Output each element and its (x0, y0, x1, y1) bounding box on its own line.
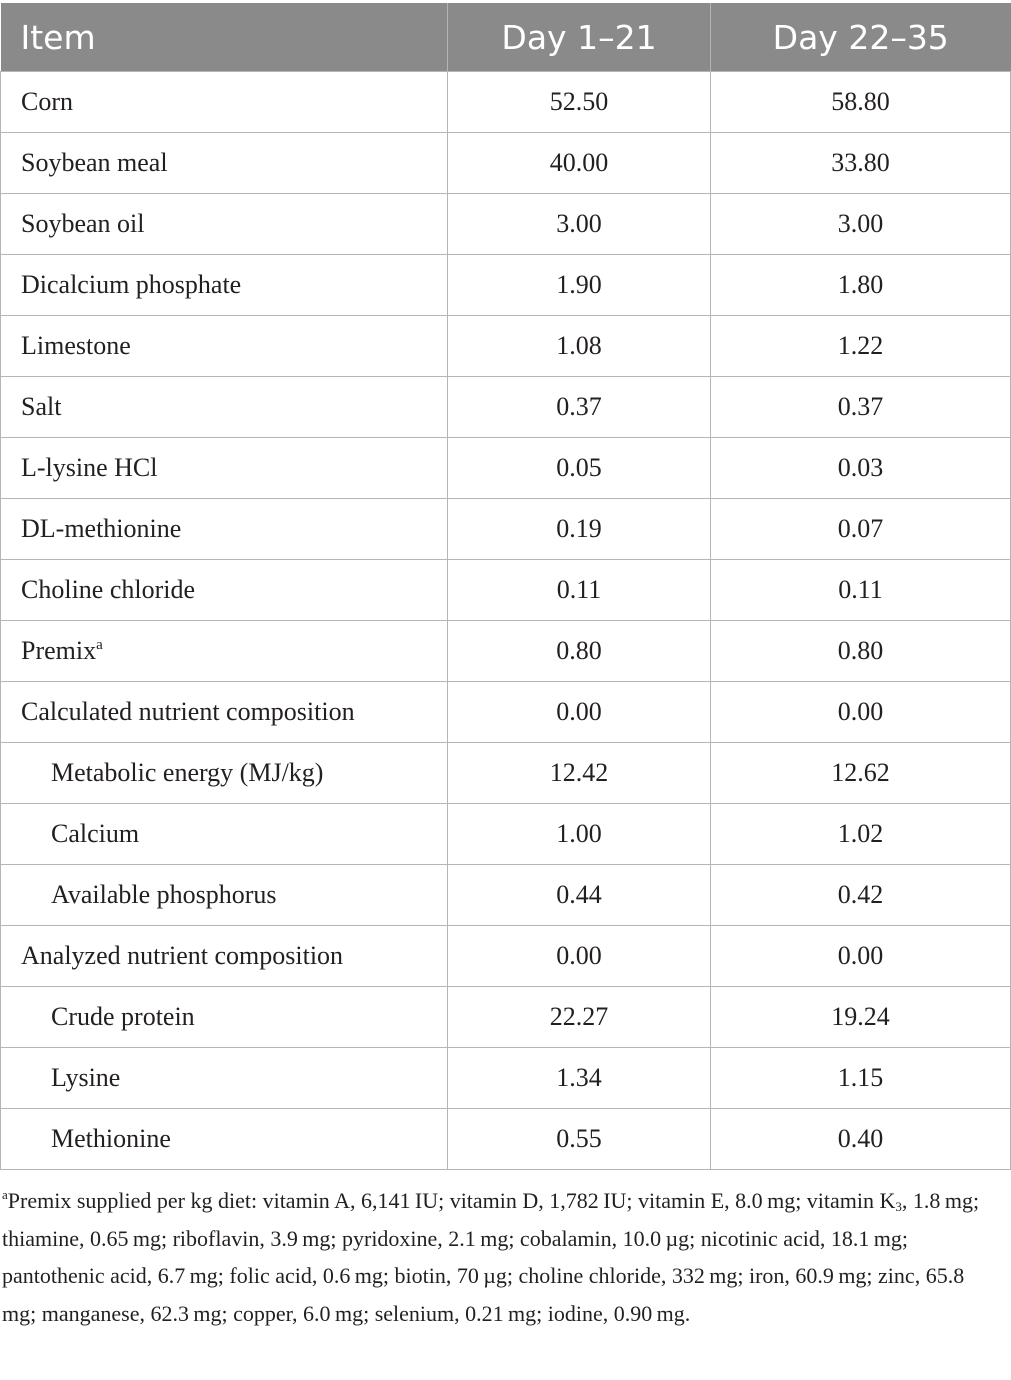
item-cell (1, 1109, 448, 1170)
value-day-22-35: 0.03 (711, 438, 1011, 499)
item-cell (1, 72, 448, 133)
item-label: Soybean oil (21, 209, 145, 238)
value-day-22-35: 58.80 (711, 72, 1011, 133)
value-day-1-21: 1.00 (448, 804, 711, 865)
premix-footnote (2, 1182, 1002, 1332)
table-row (1, 255, 1011, 316)
item-cell (1, 621, 448, 682)
value-day-22-35: 0.40 (711, 1109, 1011, 1170)
value-day-1-21: 40.00 (448, 133, 711, 194)
item-cell (1, 865, 448, 926)
value-day-22-35: 0.80 (711, 621, 1011, 682)
item-label: DL-methionine (21, 514, 182, 543)
value-day-1-21: 0.19 (448, 499, 711, 560)
item-label: Corn (21, 87, 73, 116)
value-day-1-21: 52.50 (448, 72, 711, 133)
table-row (1, 499, 1011, 560)
diet-composition-figure (0, 3, 1011, 1332)
footnote-marker: a (2, 1187, 8, 1202)
table-row (1, 987, 1011, 1048)
table-row (1, 865, 1011, 926)
value-day-1-21: 0.00 (448, 682, 711, 743)
item-label: Lysine (51, 1063, 121, 1092)
value-day-22-35: 19.24 (711, 987, 1011, 1048)
value-day-22-35: 1.80 (711, 255, 1011, 316)
table-header (1, 3, 1011, 72)
value-day-1-21: 12.42 (448, 743, 711, 804)
value-day-1-21: 1.08 (448, 316, 711, 377)
value-day-1-21: 1.34 (448, 1048, 711, 1109)
value-day-22-35: 1.02 (711, 804, 1011, 865)
value-day-1-21: 0.37 (448, 377, 711, 438)
footnote-text-part-2: , 1.8 mg; thiamine, 0.65 mg; riboflavin, 3.9 mg; pyridoxine, 2.1 mg; cobalamin, 10.0 µg; nicotinic acid, 18.1 mg; pantothenic acid, 6.7 mg; folic acid, 0.6 mg; biotin, 70 µg; choline chloride, 332 mg; iron, 60.9 mg; zinc, 65.8 mg; manganese, 62.3 mg; copper, 6.0 mg; selenium, 0.21 mg; iodine, 0.90 mg. (2, 1188, 980, 1326)
value-day-22-35: 0.07 (711, 499, 1011, 560)
item-label: Dicalcium phosphate (21, 270, 242, 299)
value-day-22-35: 3.00 (711, 194, 1011, 255)
value-day-1-21: 0.80 (448, 621, 711, 682)
table-row (1, 560, 1011, 621)
item-label: Crude protein (51, 1002, 195, 1031)
footnote-text-part-1: Premix supplied per kg diet: vitamin A, 6,141 IU; vitamin D, 1,782 IU; vitamin E, 8.0 mg; vitamin K (7, 1188, 896, 1213)
table-row (1, 621, 1011, 682)
item-cell (1, 377, 448, 438)
item-label: Calculated nutrient composition (21, 697, 355, 726)
value-day-1-21: 1.90 (448, 255, 711, 316)
value-day-1-21: 3.00 (448, 194, 711, 255)
value-day-22-35: 0.42 (711, 865, 1011, 926)
table-row (1, 133, 1011, 194)
item-label: Soybean meal (21, 148, 168, 177)
item-label: Methionine (51, 1124, 171, 1153)
item-cell (1, 133, 448, 194)
table-row (1, 194, 1011, 255)
table-row (1, 72, 1011, 133)
table-body (1, 72, 1011, 1170)
value-day-1-21: 0.00 (448, 926, 711, 987)
footnote-subscript: 3 (895, 1199, 902, 1214)
table-row (1, 1109, 1011, 1170)
item-label: Available phosphorus (51, 880, 277, 909)
item-cell (1, 255, 448, 316)
item-label: Limestone (21, 331, 131, 360)
item-cell (1, 682, 448, 743)
item-cell (1, 560, 448, 621)
diet-composition-table (0, 3, 1011, 1170)
value-day-1-21: 0.05 (448, 438, 711, 499)
table-row (1, 743, 1011, 804)
item-cell (1, 438, 448, 499)
value-day-1-21: 0.44 (448, 865, 711, 926)
item-cell (1, 804, 448, 865)
value-day-22-35: 0.00 (711, 926, 1011, 987)
column-header-item: Item (1, 3, 448, 72)
item-label: Premix (21, 636, 97, 665)
column-header-day-1-21: Day 1–21 (448, 3, 711, 72)
value-day-22-35: 12.62 (711, 743, 1011, 804)
item-label: Calcium (51, 819, 140, 848)
item-label: L-lysine HCl (21, 453, 158, 482)
item-label: Metabolic energy (MJ/kg) (51, 758, 324, 787)
value-day-22-35: 0.00 (711, 682, 1011, 743)
value-day-1-21: 22.27 (448, 987, 711, 1048)
table-row (1, 926, 1011, 987)
value-day-22-35: 1.15 (711, 1048, 1011, 1109)
item-label: Choline chloride (21, 575, 196, 604)
table-row (1, 682, 1011, 743)
table-row (1, 438, 1011, 499)
table-row (1, 377, 1011, 438)
value-day-1-21: 0.55 (448, 1109, 711, 1170)
value-day-22-35: 0.11 (711, 560, 1011, 621)
item-label: Analyzed nutrient composition (21, 941, 344, 970)
value-day-22-35: 0.37 (711, 377, 1011, 438)
footnote-marker: a (96, 637, 103, 653)
item-cell (1, 499, 448, 560)
value-day-1-21: 0.11 (448, 560, 711, 621)
item-cell (1, 987, 448, 1048)
table-row (1, 804, 1011, 865)
item-cell (1, 194, 448, 255)
item-cell (1, 926, 448, 987)
column-header-day-22-35: Day 22–35 (711, 3, 1011, 72)
value-day-22-35: 1.22 (711, 316, 1011, 377)
item-cell (1, 743, 448, 804)
table-row (1, 1048, 1011, 1109)
header-row (1, 3, 1011, 72)
item-cell (1, 316, 448, 377)
value-day-22-35: 33.80 (711, 133, 1011, 194)
table-row (1, 316, 1011, 377)
item-label: Salt (21, 392, 62, 421)
item-cell (1, 1048, 448, 1109)
